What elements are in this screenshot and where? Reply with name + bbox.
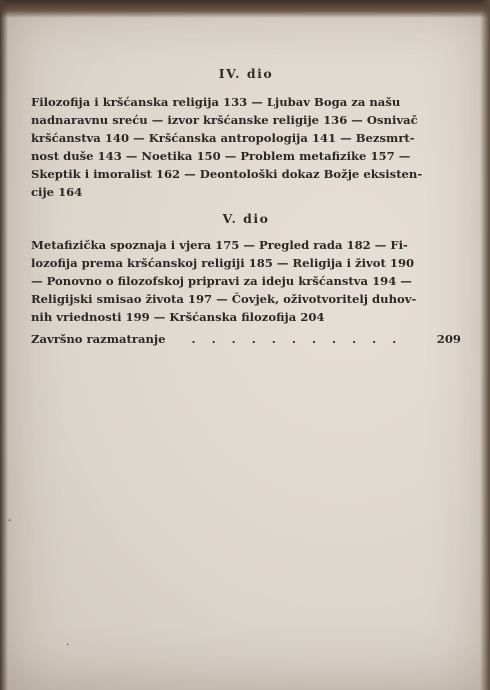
toc-line: Skeptik i imoralist 162 — Deontološki dokaz Božje eksisten- [31, 167, 423, 181]
toc-line: lozofija prema kršćanskoj religiji 185 — Religija i život 190 [31, 256, 415, 270]
toc-line: cije 164 [31, 185, 83, 199]
toc-line: nost duše 143 — Noetika 150 — Problem metafizike 157 — [31, 149, 411, 163]
closing-entry [31, 332, 461, 346]
closing-page-number: 209 [436, 332, 461, 346]
part-iv-title: IV. dio [218, 66, 274, 81]
leader-dots: . . . . . . . . . . . [191, 332, 403, 346]
toc-line: — Ponovno o filozofskoj pripravi za ideju kršćanstva 194 — [31, 274, 412, 288]
paper-speck: · [66, 640, 70, 651]
part-iv-entries [31, 93, 461, 201]
toc-line: Metafizička spoznaja i vjera 175 — Pregled rada 182 — Fi- [31, 238, 408, 252]
toc-line: nadnaravnu sreću — izvor kršćanske religije 136 — Osnivač [31, 113, 418, 127]
toc-line: kršćanstva 140 — Kršćanska antropologija 141 — Bezsmrt- [31, 131, 415, 145]
page-edge-shadow-left [0, 0, 8, 690]
page-edge-shadow-top [0, 0, 490, 18]
toc-line: Religijski smisao života 197 — Čovjek, oživotvoritelj duhov- [31, 292, 417, 306]
part-v-entries [31, 236, 461, 326]
page-edge-shadow-right [480, 0, 490, 690]
closing-label: Završno razmatranje [31, 332, 166, 346]
toc-line: nih vriednosti 199 — Kršćanska filozofija 204 [31, 310, 325, 324]
paper-speck: - [8, 515, 12, 526]
table-of-contents [31, 66, 461, 346]
toc-line: Filozofija i kršćanska religija 133 — Ljubav Boga za našu [31, 95, 401, 109]
part-v-title: V. dio [222, 211, 270, 226]
